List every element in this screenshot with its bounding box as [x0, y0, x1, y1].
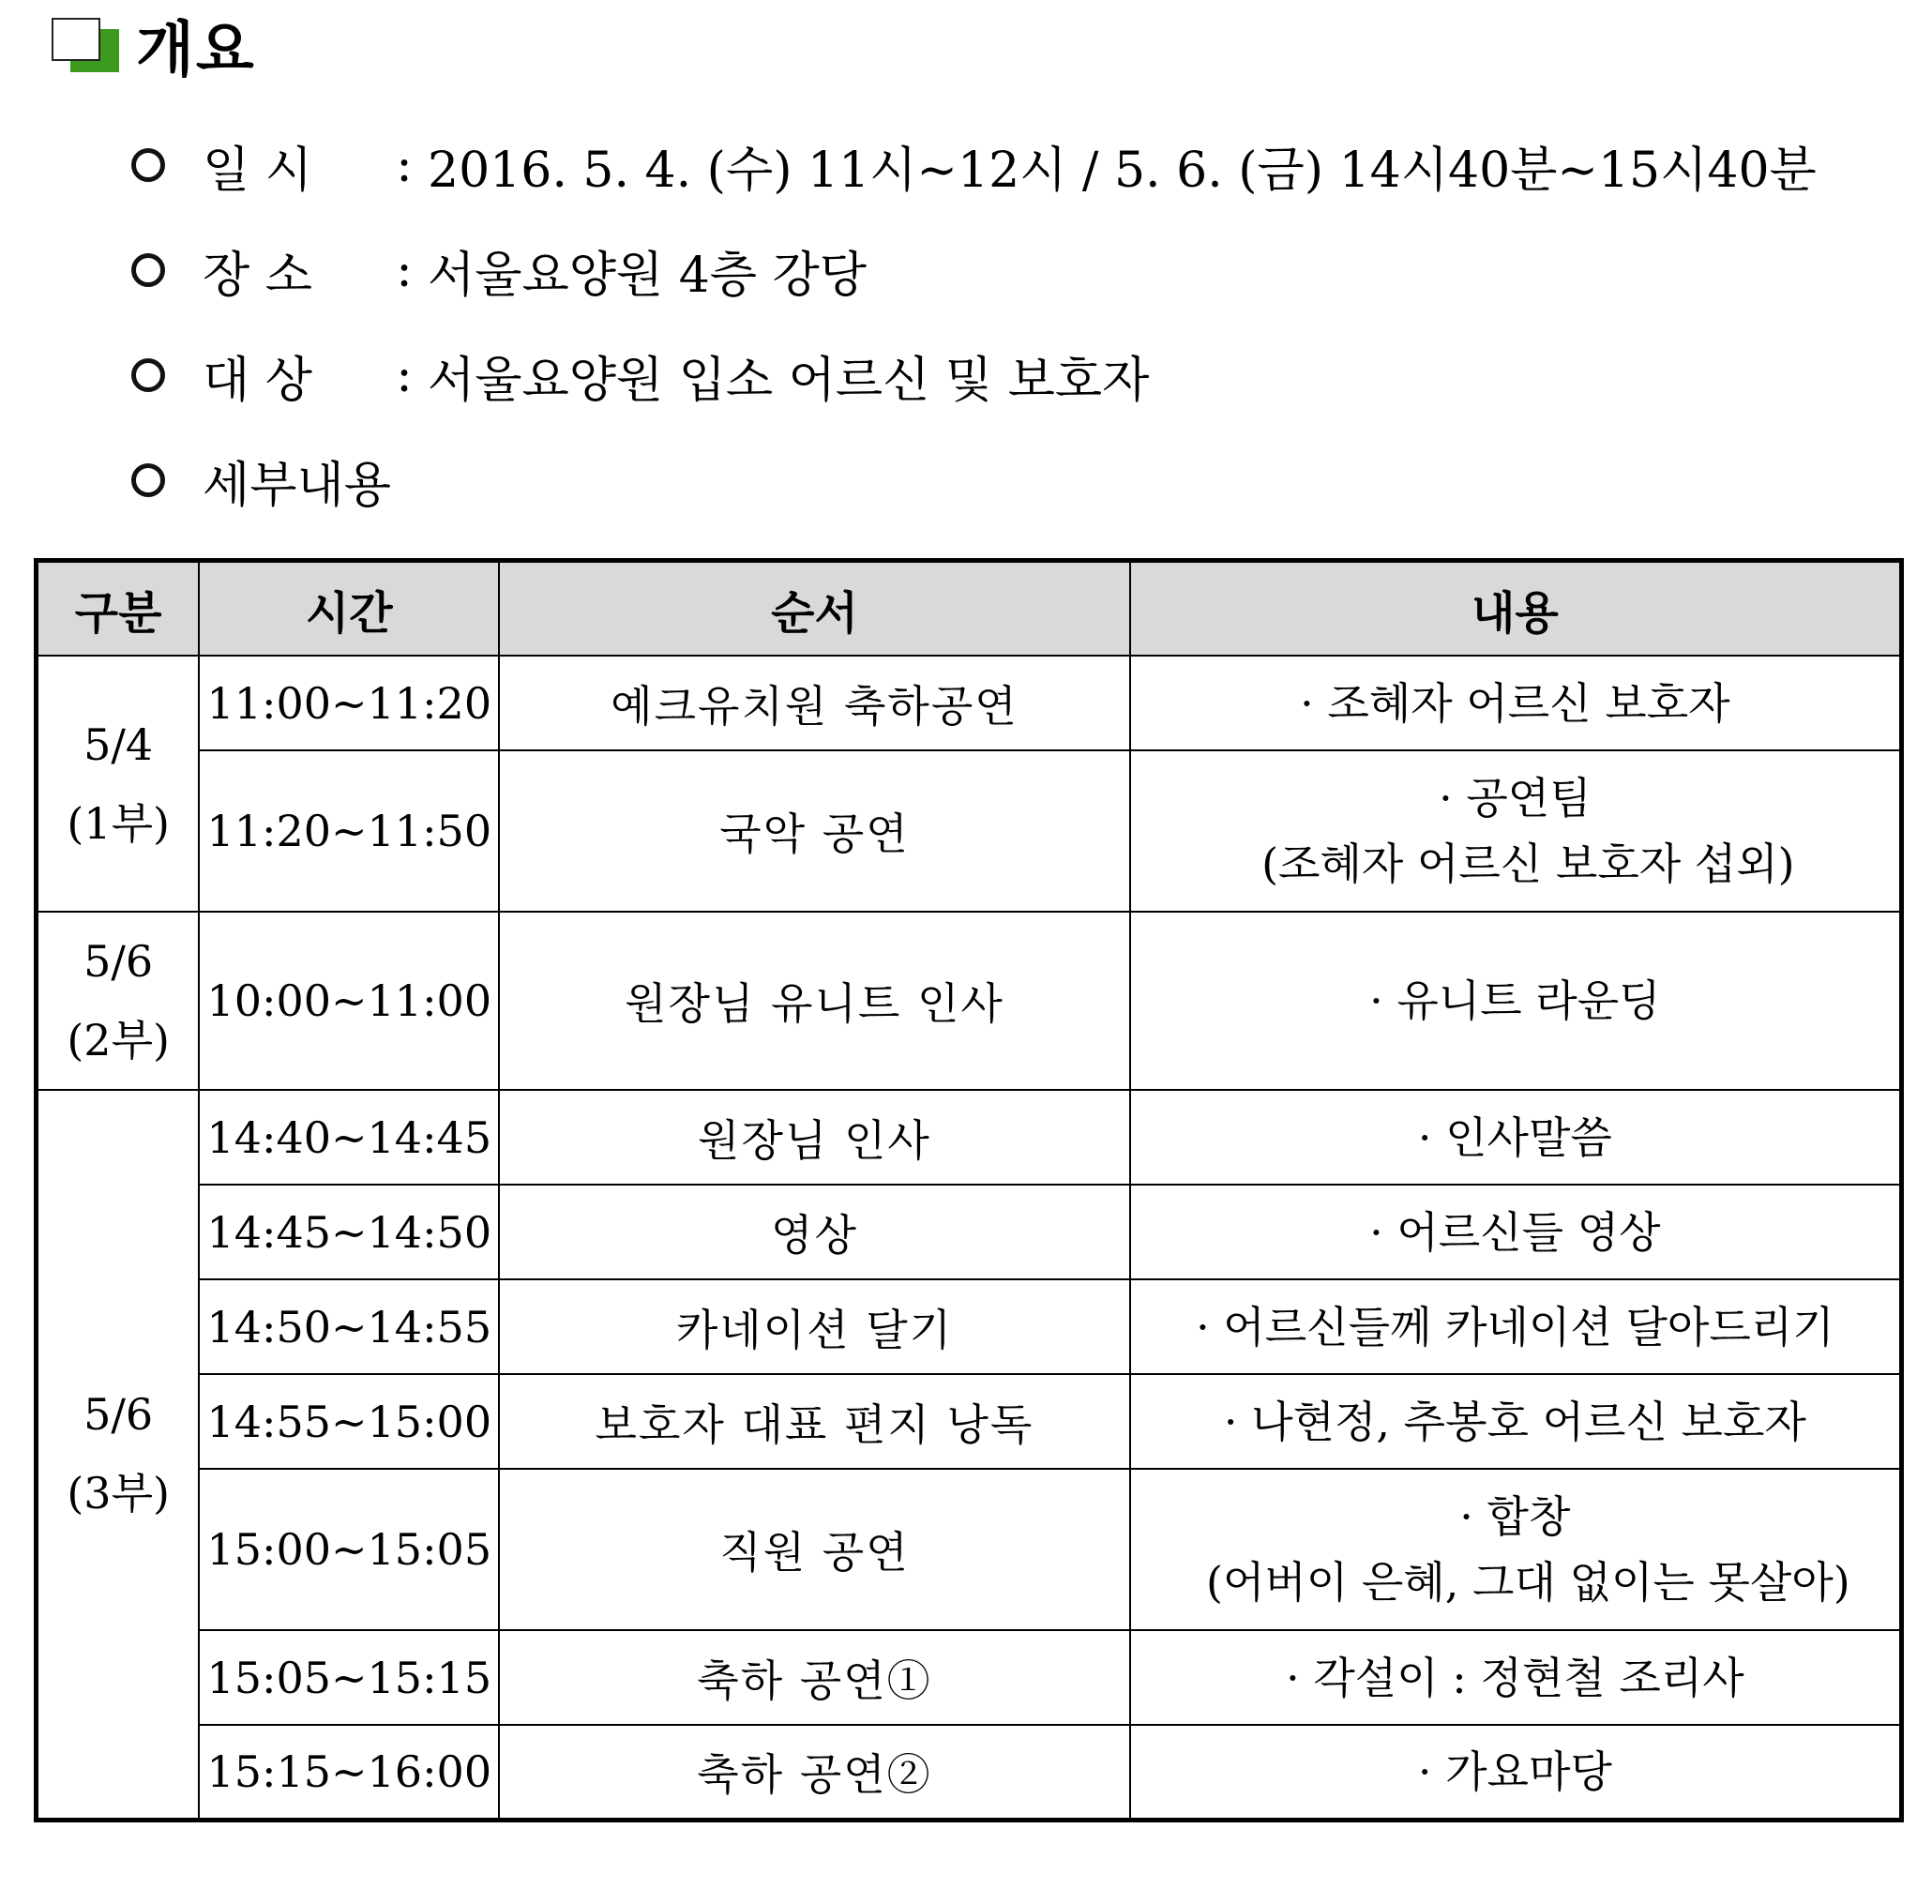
bullet-target: 대 상 : 서울요양원 입소 어르신 및 보호자	[131, 323, 1817, 428]
content-cell: · 어르신들께 카네이션 달아드리기	[1130, 1279, 1902, 1374]
table-row	[37, 1279, 1902, 1374]
order-cell: 국악 공연	[499, 750, 1130, 912]
bullet-label: 일 시	[203, 142, 312, 199]
order-cell: 영상	[499, 1185, 1130, 1279]
order-cell: 원장님 유니트 인사	[499, 912, 1130, 1090]
time-cell: 14:40~14:45	[199, 1090, 499, 1185]
header-category: 구분	[37, 561, 200, 657]
order-cell: 직원 공연	[499, 1469, 1130, 1630]
time-cell: 11:00~11:20	[199, 656, 499, 750]
table-row	[37, 1725, 1902, 1820]
content-cell: · 합창 (어버이 은혜, 그대 없이는 못살아)	[1130, 1469, 1902, 1630]
time-cell: 14:50~14:55	[199, 1279, 499, 1374]
section-header	[52, 8, 256, 83]
order-cell: 카네이션 달기	[499, 1279, 1130, 1374]
bullet-details	[131, 428, 1817, 533]
content-cell: · 나현정, 추봉호 어르신 보호자	[1130, 1374, 1902, 1469]
header-content: 내용	[1130, 561, 1902, 657]
content-cell: · 유니트 라운딩	[1130, 912, 1902, 1090]
bullet-place: 장 소 : 서울요양원 4층 강당	[131, 218, 1817, 323]
table-row	[37, 1630, 1902, 1725]
bullet-value: 서울요양원 입소 어르신 및 보호자	[428, 352, 1150, 409]
time-cell: 15:05~15:15	[199, 1630, 499, 1725]
content-cell: · 공연팀 (조혜자 어르신 보호자 섭외)	[1130, 750, 1902, 912]
content-cell: · 조혜자 어르신 보호자	[1130, 656, 1902, 750]
circle-bullet-icon	[131, 463, 165, 497]
circle-bullet-icon	[131, 253, 165, 287]
bullet-label: 대 상	[203, 352, 312, 409]
order-cell: 축하 공연②	[499, 1725, 1130, 1820]
order-cell: 원장님 인사	[499, 1090, 1130, 1185]
overview-list	[131, 113, 1817, 533]
time-cell: 10:00~11:00	[199, 912, 499, 1090]
bullet-label: 장 소	[203, 247, 312, 304]
group-cell: 5/6 (2부)	[37, 912, 200, 1090]
time-cell: 15:00~15:05	[199, 1469, 499, 1630]
bullet-value: 서울요양원 4층 강당	[428, 247, 867, 304]
time-cell: 11:20~11:50	[199, 750, 499, 912]
order-cell: 보호자 대표 편지 낭독	[499, 1374, 1130, 1469]
table-row	[37, 656, 1902, 750]
checkbox-square-icon	[52, 12, 127, 78]
schedule-table	[34, 558, 1904, 1822]
table-row	[37, 1090, 1902, 1185]
table-row	[37, 1469, 1902, 1630]
circle-bullet-icon	[131, 358, 165, 392]
circle-bullet-icon	[131, 148, 165, 182]
bullet-datetime: 일 시 : 2016. 5. 4. (수) 11시~12시 / 5. 6. (금) 14시40분~15시40분	[131, 113, 1817, 218]
content-cell: · 어르신들 영상	[1130, 1185, 1902, 1279]
group-cell: 5/6 (3부)	[37, 1090, 200, 1820]
group-cell: 5/4 (1부)	[37, 656, 200, 912]
bullet-label: 세부내용	[203, 457, 391, 514]
table-row	[37, 1374, 1902, 1469]
header-time: 시간	[199, 561, 499, 657]
table-row	[37, 912, 1902, 1090]
order-cell: 예크유치원 축하공연	[499, 656, 1130, 750]
content-cell: · 가요마당	[1130, 1725, 1902, 1820]
table-header-row	[37, 561, 1902, 657]
time-cell: 15:15~16:00	[199, 1725, 499, 1820]
bullet-value: 2016. 5. 4. (수) 11시~12시 / 5. 6. (금) 14시40분~15시40분	[428, 142, 1817, 199]
section-title: 개요	[136, 16, 256, 85]
time-cell: 14:55~15:00	[199, 1374, 499, 1469]
content-cell: · 각설이 : 정현철 조리사	[1130, 1630, 1902, 1725]
content-cell: · 인사말씀	[1130, 1090, 1902, 1185]
header-order: 순서	[499, 561, 1130, 657]
table-row	[37, 1185, 1902, 1279]
table-row	[37, 750, 1902, 912]
time-cell: 14:45~14:50	[199, 1185, 499, 1279]
order-cell: 축하 공연①	[499, 1630, 1130, 1725]
